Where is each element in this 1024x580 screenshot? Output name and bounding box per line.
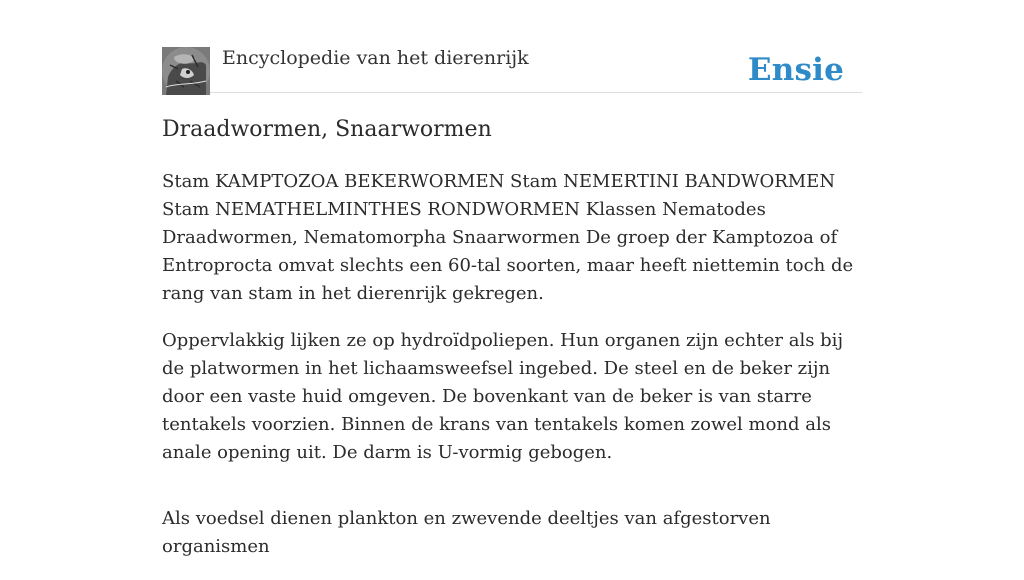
entry-paragraph: Als voedsel dienen plankton en zwevende deeltjes van afgestorven organismen — [162, 508, 771, 557]
source-title[interactable]: Encyclopedie van het dierenrijk — [222, 47, 529, 69]
entry-content — [162, 168, 862, 580]
entry-paragraph: Stam KAMPTOZOA BEKERWORMEN Stam NEMERTINI BANDWORMEN Stam NEMATHELMINTHES RONDWORMEN Klassen Nematodes Draadwormen, Nematomorpha Snaarwormen De groep der Kamptozoa of Entroprocta omvat slechts een 60-tal soorten, maar heeft niettemin toch de rang van stam in het dierenrijk gekregen. — [162, 171, 854, 304]
entry-title: Draadwormen, Snaarwormen — [162, 117, 492, 142]
source-header — [162, 46, 862, 93]
source-avatar[interactable] — [162, 47, 210, 95]
ensie-logo-link[interactable]: Ensie — [747, 52, 844, 88]
entry-paragraph: Oppervlakkig lijken ze op hydroïdpoliepen. Hun organen zijn echter als bij de platwormen in het lichaamsweefsel ingebed. De steel en de beker zijn door een vaste huid omgeven. De bovenkant van de beker is van starre tentakels voorzien. Binnen de krans van tentakels komen zowel mond als anale opening uit. De darm is U-vormig gebogen. — [162, 330, 844, 463]
animal-illustration-icon — [162, 47, 210, 95]
